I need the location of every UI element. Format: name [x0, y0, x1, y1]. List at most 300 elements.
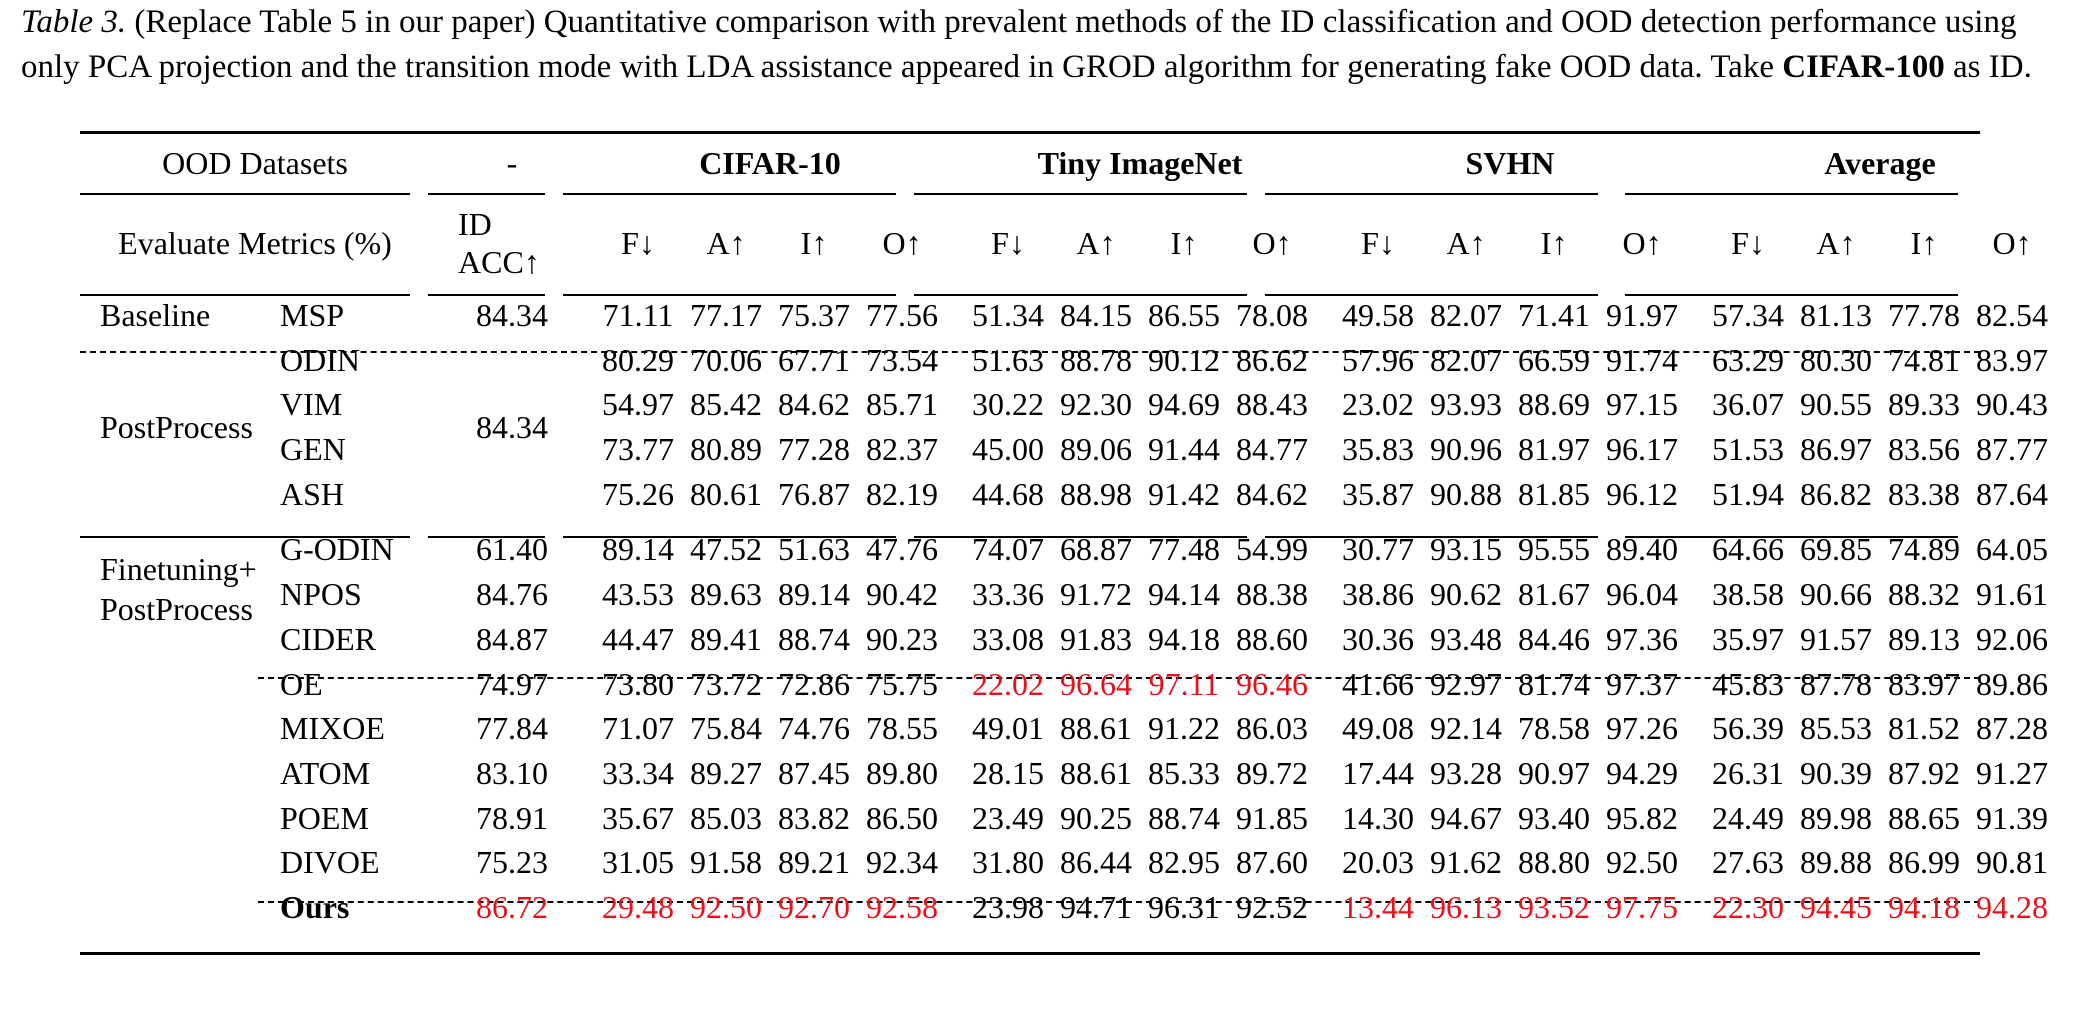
- metric-value: 35.87: [1342, 475, 1414, 512]
- metric-value: 17.44: [1342, 755, 1414, 792]
- metric-value: 88.32: [1888, 576, 1960, 613]
- metric-value: 94.69: [1148, 386, 1220, 423]
- metric-value: 57.96: [1342, 341, 1414, 378]
- metric-value: 92.06: [1976, 620, 2048, 657]
- bottom-rule: [80, 952, 1980, 955]
- group-label-postprocess: PostProcess: [100, 408, 253, 445]
- metric-f: F↓: [621, 224, 655, 261]
- metric-f: F↓: [1731, 224, 1765, 261]
- method-name: ASH: [280, 475, 345, 512]
- metric-value: 75.37: [778, 296, 850, 333]
- metric-value: 86.55: [1148, 296, 1220, 333]
- metric-a: A↑: [1076, 224, 1116, 261]
- table-row: [80, 472, 2056, 517]
- ood-datasets-label: OOD Datasets: [162, 144, 348, 181]
- metric-value: 75.84: [690, 710, 762, 747]
- metric-value: 96.04: [1606, 576, 1678, 613]
- metric-value: 69.85: [1800, 530, 1872, 567]
- metric-value: 63.29: [1712, 341, 1784, 378]
- table-row: [80, 293, 2056, 338]
- metric-value: 91.72: [1060, 576, 1132, 613]
- metric-value: 85.42: [690, 386, 762, 423]
- metric-value: 84.77: [1236, 430, 1308, 467]
- metric-value: 45.00: [972, 430, 1044, 467]
- table-row: [80, 841, 2056, 886]
- metric-value: 89.14: [602, 530, 674, 567]
- metric-value: 24.49: [1712, 799, 1784, 836]
- metric-value: 93.15: [1430, 530, 1502, 567]
- metric-value: 90.39: [1800, 755, 1872, 792]
- metric-value: 85.03: [690, 799, 762, 836]
- metric-value: 87.92: [1888, 755, 1960, 792]
- metric-value: 91.85: [1236, 799, 1308, 836]
- metric-value: 92.52: [1236, 889, 1308, 926]
- metric-value: 81.97: [1518, 430, 1590, 467]
- metric-value: 86.44: [1060, 844, 1132, 881]
- metric-value: 92.50: [690, 889, 762, 926]
- metric-value: 88.74: [1148, 799, 1220, 836]
- metric-value: 94.14: [1148, 576, 1220, 613]
- method-name: MIXOE: [280, 710, 385, 747]
- table-row: [80, 662, 2056, 707]
- metric-o: O↑: [1622, 224, 1662, 261]
- metric-value: 87.77: [1976, 430, 2048, 467]
- method-name: NPOS: [280, 576, 362, 613]
- metric-value: 97.26: [1606, 710, 1678, 747]
- metric-value: 94.29: [1606, 755, 1678, 792]
- metric-value: 78.08: [1236, 296, 1308, 333]
- metric-value: 90.81: [1976, 844, 2048, 881]
- metric-value: 91.83: [1060, 620, 1132, 657]
- metric-value: 89.41: [690, 620, 762, 657]
- table-row: [80, 427, 2056, 472]
- metric-a: A↑: [1446, 224, 1486, 261]
- metric-value: 85.71: [866, 386, 938, 423]
- metric-value: 22.30: [1712, 889, 1784, 926]
- id-acc-value: 83.10: [476, 755, 548, 792]
- metric-value: 88.78: [1060, 341, 1132, 378]
- method-name: MSP: [280, 296, 345, 333]
- metric-value: 84.62: [1236, 475, 1308, 512]
- metric-value: 93.40: [1518, 799, 1590, 836]
- metric-value: 83.97: [1888, 665, 1960, 702]
- dataset-cifar10: CIFAR-10: [699, 144, 841, 181]
- metric-value: 27.63: [1712, 844, 1784, 881]
- metric-value: 85.53: [1800, 710, 1872, 747]
- method-name: GEN: [280, 430, 346, 467]
- metric-value: 89.63: [690, 576, 762, 613]
- metric-value: 26.31: [1712, 755, 1784, 792]
- id-acc-value: 84.34: [476, 408, 548, 445]
- id-acc-value: 84.34: [476, 296, 548, 333]
- metric-value: 80.29: [602, 341, 674, 378]
- metric-value: 88.61: [1060, 710, 1132, 747]
- metric-value: 77.28: [778, 430, 850, 467]
- metric-value: 90.23: [866, 620, 938, 657]
- metric-value: 89.98: [1800, 799, 1872, 836]
- metric-value: 35.97: [1712, 620, 1784, 657]
- metric-value: 91.42: [1148, 475, 1220, 512]
- id-acc-value: 86.72: [476, 889, 548, 926]
- metric-value: 81.74: [1518, 665, 1590, 702]
- metric-value: 90.25: [1060, 799, 1132, 836]
- metric-value: 86.62: [1236, 341, 1308, 378]
- metric-value: 89.88: [1800, 844, 1872, 881]
- metric-value: 47.76: [866, 530, 938, 567]
- metric-value: 90.42: [866, 576, 938, 613]
- metric-value: 56.39: [1712, 710, 1784, 747]
- metric-value: 75.26: [602, 475, 674, 512]
- metric-i: I↑: [1910, 224, 1938, 261]
- metric-value: 67.71: [778, 341, 850, 378]
- metric-value: 33.08: [972, 620, 1044, 657]
- metric-value: 89.86: [1976, 665, 2048, 702]
- metric-value: 31.05: [602, 844, 674, 881]
- metric-value: 92.97: [1430, 665, 1502, 702]
- metric-value: 90.88: [1430, 475, 1502, 512]
- id-acc-value: 61.40: [476, 530, 548, 567]
- metric-value: 96.17: [1606, 430, 1678, 467]
- metric-value: 90.55: [1800, 386, 1872, 423]
- metric-value: 74.07: [972, 530, 1044, 567]
- method-name: ODIN: [280, 341, 360, 378]
- metric-value: 70.06: [690, 341, 762, 378]
- metric-value: 44.68: [972, 475, 1044, 512]
- dataset-tiny-imagenet: Tiny ImageNet: [1037, 144, 1243, 181]
- metric-value: 91.97: [1606, 296, 1678, 333]
- metric-value: 72.86: [778, 665, 850, 702]
- metric-value: 29.48: [602, 889, 674, 926]
- metric-value: 54.97: [602, 386, 674, 423]
- metric-value: 49.01: [972, 710, 1044, 747]
- metric-value: 87.78: [1800, 665, 1872, 702]
- metric-value: 90.96: [1430, 430, 1502, 467]
- metric-value: 73.80: [602, 665, 674, 702]
- table-row: [80, 885, 2056, 930]
- metric-value: 20.03: [1342, 844, 1414, 881]
- metric-value: 96.31: [1148, 889, 1220, 926]
- dataset-svhn: SVHN: [1465, 144, 1555, 181]
- method-name: Ours: [280, 889, 350, 926]
- metric-value: 94.67: [1430, 799, 1502, 836]
- metric-a: A↑: [706, 224, 746, 261]
- metric-value: 80.30: [1800, 341, 1872, 378]
- id-acc-value: 84.87: [476, 620, 548, 657]
- metric-value: 49.58: [1342, 296, 1414, 333]
- metric-value: 54.99: [1236, 530, 1308, 567]
- metric-value: 22.02: [972, 665, 1044, 702]
- id-acc-value: 74.97: [476, 665, 548, 702]
- metric-value: 91.22: [1148, 710, 1220, 747]
- group-label-finetuning: Finetuning+ PostProcess: [100, 551, 257, 628]
- metric-value: 89.14: [778, 576, 850, 613]
- metric-value: 94.18: [1888, 889, 1960, 926]
- metric-value: 92.50: [1606, 844, 1678, 881]
- metric-value: 73.72: [690, 665, 762, 702]
- metric-value: 36.07: [1712, 386, 1784, 423]
- metric-value: 85.33: [1148, 755, 1220, 792]
- metric-value: 81.85: [1518, 475, 1590, 512]
- metric-value: 80.89: [690, 430, 762, 467]
- metric-value: 35.67: [602, 799, 674, 836]
- method-name: POEM: [280, 799, 369, 836]
- metric-value: 77.17: [690, 296, 762, 333]
- metric-value: 87.45: [778, 755, 850, 792]
- table-row: [80, 617, 2056, 662]
- metric-value: 31.80: [972, 844, 1044, 881]
- metric-f: F↓: [991, 224, 1025, 261]
- metric-value: 23.02: [1342, 386, 1414, 423]
- group-label-empty: [80, 662, 270, 930]
- metric-value: 97.36: [1606, 620, 1678, 657]
- metric-value: 92.34: [866, 844, 938, 881]
- metric-value: 91.39: [1976, 799, 2048, 836]
- metric-value: 97.11: [1148, 665, 1220, 702]
- metric-value: 78.58: [1518, 710, 1590, 747]
- metric-value: 73.54: [866, 341, 938, 378]
- metric-value: 95.82: [1606, 799, 1678, 836]
- metric-value: 82.19: [866, 475, 938, 512]
- metric-value: 81.52: [1888, 710, 1960, 747]
- metric-value: 87.60: [1236, 844, 1308, 881]
- metric-value: 80.61: [690, 475, 762, 512]
- metric-value: 33.36: [972, 576, 1044, 613]
- metric-value: 51.63: [778, 530, 850, 567]
- metric-value: 86.50: [866, 799, 938, 836]
- id-acc-header: ID ACC↑: [458, 206, 540, 280]
- metric-value: 83.97: [1976, 341, 2048, 378]
- metric-value: 71.41: [1518, 296, 1590, 333]
- method-name: OE: [280, 665, 323, 702]
- metric-value: 51.53: [1712, 430, 1784, 467]
- caption-id-dataset: CIFAR-100: [1782, 49, 1945, 85]
- metric-value: 43.53: [602, 576, 674, 613]
- metric-value: 89.13: [1888, 620, 1960, 657]
- metric-value: 90.66: [1800, 576, 1872, 613]
- method-name: DIVOE: [280, 844, 380, 881]
- metric-value: 13.44: [1342, 889, 1414, 926]
- metric-value: 94.18: [1148, 620, 1220, 657]
- metric-value: 94.28: [1976, 889, 2048, 926]
- metric-value: 81.67: [1518, 576, 1590, 613]
- metric-value: 87.64: [1976, 475, 2048, 512]
- metric-value: 89.40: [1606, 530, 1678, 567]
- dataset-header-row: [80, 133, 2056, 193]
- id-acc-value: 77.84: [476, 710, 548, 747]
- table-row: [80, 572, 2056, 617]
- table-row: [80, 382, 2056, 427]
- metric-value: 89.80: [866, 755, 938, 792]
- id-acc-value: 84.76: [476, 576, 548, 613]
- metric-value: 30.36: [1342, 620, 1414, 657]
- metric-value: 90.97: [1518, 755, 1590, 792]
- evaluate-metrics-label: Evaluate Metrics (%): [118, 224, 392, 261]
- metric-value: 47.52: [690, 530, 762, 567]
- metric-value: 84.62: [778, 386, 850, 423]
- metric-value: 14.30: [1342, 799, 1414, 836]
- metric-value: 88.80: [1518, 844, 1590, 881]
- metric-value: 88.61: [1060, 755, 1132, 792]
- metric-value: 88.38: [1236, 576, 1308, 613]
- metric-value: 89.33: [1888, 386, 1960, 423]
- metric-value: 82.07: [1430, 296, 1502, 333]
- metric-value: 86.97: [1800, 430, 1872, 467]
- metric-value: 91.74: [1606, 341, 1678, 378]
- metric-value: 89.06: [1060, 430, 1132, 467]
- metric-value: 81.13: [1800, 296, 1872, 333]
- metric-f: F↓: [1361, 224, 1395, 261]
- metric-value: 74.76: [778, 710, 850, 747]
- metric-value: 76.87: [778, 475, 850, 512]
- metric-value: 89.27: [690, 755, 762, 792]
- metric-value: 38.58: [1712, 576, 1784, 613]
- metric-value: 74.81: [1888, 341, 1960, 378]
- caption-label: Table 3.: [21, 4, 127, 40]
- metric-value: 93.48: [1430, 620, 1502, 657]
- metric-value: 28.15: [972, 755, 1044, 792]
- table-row: [80, 516, 2056, 572]
- group-label-baseline: Baseline: [100, 296, 211, 333]
- metric-value: 90.62: [1430, 576, 1502, 613]
- metric-value: 93.28: [1430, 755, 1502, 792]
- metric-header-row: [80, 193, 2056, 293]
- metric-value: 96.64: [1060, 665, 1132, 702]
- metric-value: 77.56: [866, 296, 938, 333]
- metric-i: I↑: [1170, 224, 1198, 261]
- metric-value: 30.77: [1342, 530, 1414, 567]
- metric-value: 33.34: [602, 755, 674, 792]
- metric-value: 51.34: [972, 296, 1044, 333]
- method-name: ATOM: [280, 755, 371, 792]
- table-row: [80, 707, 2056, 752]
- metric-value: 83.56: [1888, 430, 1960, 467]
- metric-value: 94.71: [1060, 889, 1132, 926]
- caption-text-end: as ID.: [1944, 49, 2032, 85]
- metric-a: A↑: [1816, 224, 1856, 261]
- metric-value: 91.62: [1430, 844, 1502, 881]
- metric-value: 91.44: [1148, 430, 1220, 467]
- metric-value: 68.87: [1060, 530, 1132, 567]
- metric-value: 89.21: [778, 844, 850, 881]
- method-name: G-ODIN: [280, 530, 394, 567]
- metric-value: 49.08: [1342, 710, 1414, 747]
- metric-value: 88.43: [1236, 386, 1308, 423]
- metric-value: 97.15: [1606, 386, 1678, 423]
- metric-value: 88.65: [1888, 799, 1960, 836]
- metric-value: 38.86: [1342, 576, 1414, 613]
- metric-value: 77.48: [1148, 530, 1220, 567]
- metric-value: 92.30: [1060, 386, 1132, 423]
- metric-value: 93.93: [1430, 386, 1502, 423]
- metric-value: 94.45: [1800, 889, 1872, 926]
- table-row: [80, 796, 2056, 841]
- metric-value: 51.63: [972, 341, 1044, 378]
- metric-value: 91.58: [690, 844, 762, 881]
- metric-value: 97.75: [1606, 889, 1678, 926]
- metric-value: 86.03: [1236, 710, 1308, 747]
- metric-value: 64.66: [1712, 530, 1784, 567]
- metric-value: 23.49: [972, 799, 1044, 836]
- metric-value: 91.57: [1800, 620, 1872, 657]
- metric-value: 82.95: [1148, 844, 1220, 881]
- caption-text: (Replace Table 5 in our paper) Quantitative comparison with prevalent methods of the ID classification and OOD detection performance using only PCA projection and the transition mode with LDA assistance appeared in GROD algorithm for generating fake OOD data. Take: [21, 4, 2017, 85]
- metric-value: 77.78: [1888, 296, 1960, 333]
- id-acc-value: 75.23: [476, 844, 548, 881]
- metric-value: 51.94: [1712, 475, 1784, 512]
- method-name: VIM: [280, 386, 343, 423]
- metric-value: 88.69: [1518, 386, 1590, 423]
- metric-value: 57.34: [1712, 296, 1784, 333]
- metric-value: 96.12: [1606, 475, 1678, 512]
- metric-o: O↑: [882, 224, 922, 261]
- metric-value: 92.70: [778, 889, 850, 926]
- metric-value: 74.89: [1888, 530, 1960, 567]
- metric-value: 84.46: [1518, 620, 1590, 657]
- metric-i: I↑: [800, 224, 828, 261]
- metric-value: 96.46: [1236, 665, 1308, 702]
- id-acc-value: 78.91: [476, 799, 548, 836]
- metric-value: 87.28: [1976, 710, 2048, 747]
- metric-value: 66.59: [1518, 341, 1590, 378]
- metric-value: 41.66: [1342, 665, 1414, 702]
- metric-i: I↑: [1540, 224, 1568, 261]
- metric-value: 23.98: [972, 889, 1044, 926]
- metric-value: 64.05: [1976, 530, 2048, 567]
- metric-value: 73.77: [602, 430, 674, 467]
- metric-o: O↑: [1252, 224, 1292, 261]
- metric-value: 82.07: [1430, 341, 1502, 378]
- metric-value: 88.98: [1060, 475, 1132, 512]
- method-name: CIDER: [280, 620, 376, 657]
- metric-value: 78.55: [866, 710, 938, 747]
- table-row: [80, 338, 2056, 383]
- metric-value: 82.37: [866, 430, 938, 467]
- metric-value: 95.55: [1518, 530, 1590, 567]
- metric-value: 83.82: [778, 799, 850, 836]
- metric-value: 75.75: [866, 665, 938, 702]
- metric-value: 44.47: [602, 620, 674, 657]
- metric-value: 83.38: [1888, 475, 1960, 512]
- metric-value: 86.99: [1888, 844, 1960, 881]
- metric-value: 92.14: [1430, 710, 1502, 747]
- metric-value: 35.83: [1342, 430, 1414, 467]
- metric-value: 90.43: [1976, 386, 2048, 423]
- table-caption: [21, 0, 2061, 90]
- dataset-average: Average: [1824, 144, 1936, 181]
- id-dash: -: [506, 144, 518, 181]
- metric-value: 91.27: [1976, 755, 2048, 792]
- metric-value: 88.74: [778, 620, 850, 657]
- metric-value: 92.58: [866, 889, 938, 926]
- metric-value: 97.37: [1606, 665, 1678, 702]
- metric-value: 93.52: [1518, 889, 1590, 926]
- metric-value: 84.15: [1060, 296, 1132, 333]
- metric-value: 88.60: [1236, 620, 1308, 657]
- metric-value: 71.11: [602, 296, 674, 333]
- metric-value: 45.83: [1712, 665, 1784, 702]
- metric-value: 89.72: [1236, 755, 1308, 792]
- table-row: [80, 751, 2056, 796]
- metric-value: 91.61: [1976, 576, 2048, 613]
- results-table: [80, 133, 2056, 930]
- metric-value: 90.12: [1148, 341, 1220, 378]
- metric-value: 86.82: [1800, 475, 1872, 512]
- metric-value: 82.54: [1976, 296, 2048, 333]
- metric-o: O↑: [1992, 224, 2032, 261]
- metric-value: 71.07: [602, 710, 674, 747]
- metric-value: 96.13: [1430, 889, 1502, 926]
- metric-value: 30.22: [972, 386, 1044, 423]
